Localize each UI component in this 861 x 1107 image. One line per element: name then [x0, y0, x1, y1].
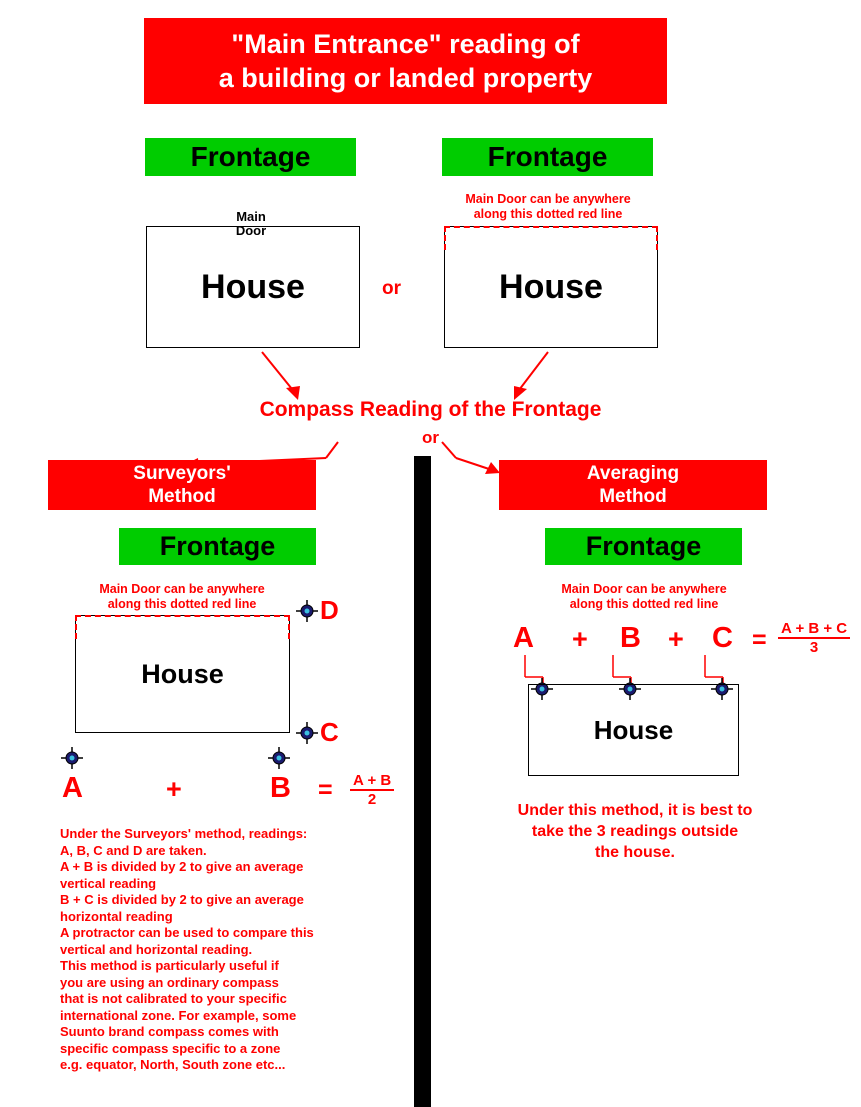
dotted-line-note-right-line1: Main Door can be anywhere [465, 192, 631, 206]
surveyors-description-line-1: A, B, C and D are taken. [60, 842, 207, 858]
dotted-line-note-averaging-line2: along this dotted red line [569, 597, 719, 611]
compass-reading-label: Compass Reading of the Frontage [259, 398, 602, 421]
surveyors-description-line-4: B + C is divided by 2 to give an average [60, 892, 304, 907]
surveyors-description-line-9: you are using an ordinary compass [60, 974, 279, 990]
surveyors-description-line-3: vertical reading [60, 875, 157, 891]
house-box-left [146, 223, 360, 348]
averaging-marker-label-b: B [620, 622, 641, 654]
surveyors-banner-line2: Method [148, 486, 216, 507]
averaging-formula-plus-2: + [668, 624, 684, 654]
surveyors-banner-line1: Surveyors' [133, 463, 231, 484]
averaging-formula-denominator: 3 [809, 639, 819, 656]
averaging-method-banner [499, 460, 767, 510]
house-label-surveyors: House [141, 658, 224, 689]
surveyors-description [60, 826, 380, 1074]
frontage-label-surveyors: Frontage [119, 528, 316, 565]
compass-icon-a [61, 747, 83, 769]
dotted-line-note-right-line2: along this dotted red line [473, 207, 623, 221]
title-line-2: a building or landed property [218, 63, 593, 93]
dotted-line-note-surveyors-line2: along this dotted red line [107, 597, 257, 611]
averaging-description-line-1: Under this method, it is best to [517, 802, 753, 819]
averaging-description [495, 800, 775, 863]
compass-icon-c [296, 722, 318, 744]
marker-label-a: A [62, 772, 83, 804]
house-label-averaging: House [593, 714, 674, 745]
averaging-formula-fraction [778, 620, 850, 657]
arrow-left-down [260, 352, 340, 402]
dotted-line-note-surveyors-line1: Main Door can be anywhere [99, 582, 265, 596]
averaging-banner-line1: Averaging [586, 463, 680, 484]
compass-icon-b [268, 747, 290, 769]
dotted-line-note-surveyors [75, 582, 289, 612]
dotted-red-line-surveyors [75, 615, 290, 639]
averaging-marker-label-a: A [513, 622, 534, 654]
averaging-formula-plus-1: + [572, 624, 588, 654]
marker-label-c: C [320, 717, 339, 747]
averaging-description-line-3: the house. [594, 844, 675, 861]
surveyors-formula-denominator: 2 [367, 791, 377, 808]
surveyors-formula-equals: = [318, 776, 333, 804]
surveyors-description-line-13: specific compass specific to a zone [60, 1040, 281, 1056]
surveyors-formula-plus: + [166, 774, 182, 804]
averaging-formula-equals: = [752, 626, 767, 654]
surveyors-description-line-11: international zone. For example, some [60, 1007, 297, 1023]
house-label-left: House [201, 267, 305, 306]
surveyors-description-line-10: that is not calibrated to your specific [60, 991, 287, 1006]
averaging-marker-label-c: C [712, 622, 733, 654]
surveyors-description-line-6: A protractor can be used to compare this [60, 925, 314, 940]
dotted-line-note-right [443, 192, 653, 222]
title-line-1: "Main Entrance" reading of [231, 29, 580, 59]
frontage-label-left: Frontage [145, 138, 356, 176]
averaging-formula-numerator: A + B + C [778, 620, 850, 639]
title-banner [144, 18, 667, 104]
main-door-label-left-line1: Main [236, 209, 266, 224]
surveyors-formula-numerator: A + B [350, 772, 394, 791]
surveyors-description-line-2: A + B is divided by 2 to give an average [60, 859, 304, 874]
surveyors-description-line-5: horizontal reading [60, 908, 173, 924]
main-door-label-left-line2: Door [235, 223, 267, 238]
surveyors-description-line-7: vertical and horizontal reading. [60, 941, 253, 957]
compass-icon-d [296, 600, 318, 622]
averaging-description-line-2: take the 3 readings outside [531, 823, 739, 840]
surveyors-description-line-0: Under the Surveyors' method, readings: [60, 826, 308, 841]
or-label-top: or [382, 278, 401, 299]
or-label-middle: or [422, 428, 439, 447]
surveyors-description-line-8: This method is particularly useful if [60, 958, 279, 973]
surveyors-method-banner [48, 460, 316, 510]
arrow-right-down [500, 352, 800, 402]
dotted-red-line-right [444, 226, 658, 250]
frontage-label-averaging: Frontage [545, 528, 742, 565]
marker-label-d: D [320, 595, 339, 625]
house-label-right: House [499, 267, 603, 306]
dotted-line-note-averaging [532, 582, 756, 612]
averaging-banner-line2: Method [599, 486, 667, 507]
vertical-divider [414, 456, 431, 1107]
frontage-label-right: Frontage [442, 138, 653, 176]
house-box-averaging [528, 684, 739, 776]
surveyors-description-line-12: Suunto brand compass comes with [60, 1024, 279, 1039]
surveyors-description-line-14: e.g. equator, North, South zone etc... [60, 1057, 286, 1072]
dotted-line-note-averaging-line1: Main Door can be anywhere [561, 582, 727, 596]
surveyors-formula-fraction [350, 772, 394, 809]
marker-label-b: B [270, 772, 291, 804]
